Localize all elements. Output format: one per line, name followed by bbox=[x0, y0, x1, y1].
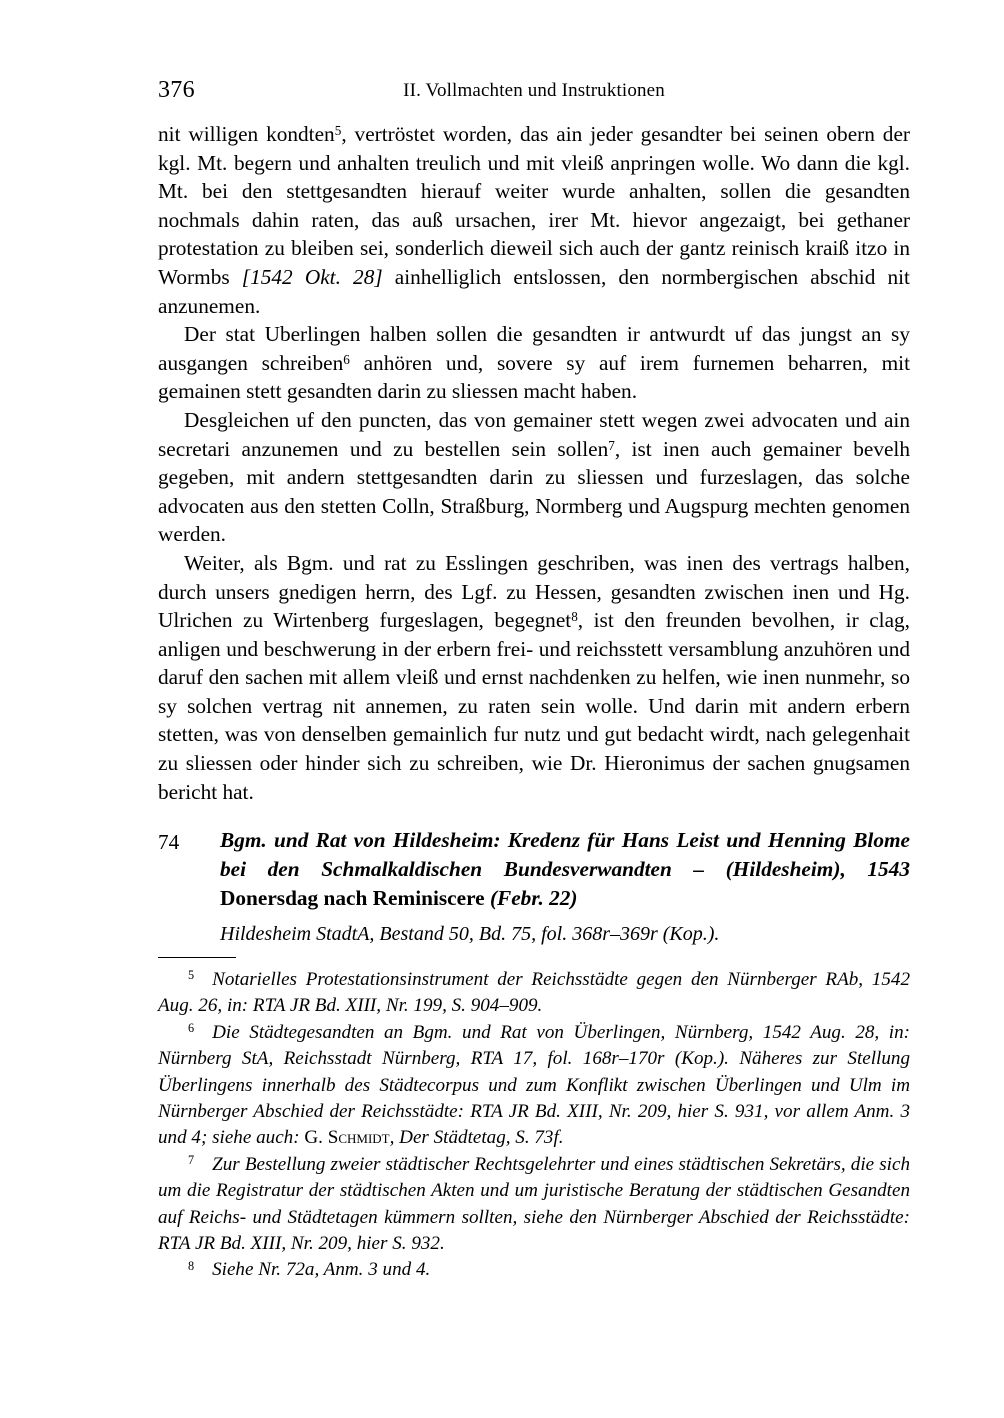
footnote-separator-rule bbox=[158, 957, 236, 958]
small-caps-name: Schmidt bbox=[327, 1127, 390, 1149]
italic-run: Siehe Nr. 72a, Anm. 3 und 4. bbox=[212, 1259, 431, 1281]
footnote-reference-marker[interactable]: 5 bbox=[334, 122, 342, 138]
text-run: Der stat Uberlingen halben sollen die gesandten ir antwurdt uf das jungst an sy ausgangen schreiben bbox=[158, 322, 910, 375]
italic-run: Zur Bestellung zweier städtischer Rechtsgelehrter und eines städtischen Sekretärs, die sich um die Registratur der städtischen Akten und um juristische Beratung der städtischen Gesandten auf Reichs- und Städtetagen kümmern sollten, siehe den Nürnberger Abschied der Reichsstädte: RTA JR Bd. XIII, Nr. 209, hier S. 932. bbox=[158, 1153, 910, 1255]
text-run: ainhelliglich entslossen, den normbergischen abschid nit anzunemen. bbox=[158, 264, 910, 318]
title-roman-run: Donersdag nach Reminiscere bbox=[220, 886, 490, 910]
section-heading bbox=[158, 826, 910, 913]
italic-run: Die Städtegesandten an Bgm. und Rat von Überlingen, Nürnberg, 1542 Aug. 28, in: Nürnberg StA, Reichsstadt Nürnberg, RTA 17, fol. 168r–170r (Kop.). Näheres zur Stellung Überlingens innerhalb des Städtecorpus und zum Konflikt zwischen Überlingen und Ulm im Nürnberger Abschied der Reichsstädte: RTA JR Bd. XIII, Nr. 209, hier S. 931, vor allem Anm. 3 und 4; siehe auch: bbox=[158, 1021, 910, 1149]
upright-run: G. bbox=[304, 1127, 328, 1149]
footnote-number[interactable]: 8 bbox=[188, 1258, 195, 1273]
archive-reference: Hildesheim StadtA, Bestand 50, Bd. 75, fol. 368r–369r (Kop.). bbox=[220, 923, 720, 945]
footnote-reference-marker[interactable]: 8 bbox=[571, 609, 578, 625]
footnote bbox=[158, 1152, 910, 1258]
italic-run: Notarielles Protestationsinstrument der Reichsstädte gegen den Nürnberger RAb, 1542 Aug. 26, in: RTA JR Bd. XIII, Nr. 199, S. 904–909. bbox=[158, 969, 910, 1017]
body-paragraph bbox=[158, 120, 910, 320]
body-paragraph bbox=[158, 406, 910, 549]
footnote-number[interactable]: 5 bbox=[188, 968, 195, 983]
section-number: 74 bbox=[158, 830, 180, 854]
footnote bbox=[158, 1020, 910, 1152]
running-head-title: II. Vollmachten und Instruktionen bbox=[403, 80, 665, 101]
body-text-block bbox=[158, 120, 910, 806]
text-run: nit willigen kondten bbox=[158, 122, 335, 146]
footnote bbox=[158, 967, 910, 1020]
body-paragraph bbox=[158, 549, 910, 806]
title-italic-run: Bgm. und Rat von Hildesheim: Kredenz für Hans Leist und Henning Blome bei den Schmalkaldischen Bundesverwandten – (Hildesheim), 1543 bbox=[220, 828, 910, 881]
footnote-number[interactable]: 6 bbox=[188, 1020, 195, 1035]
body-paragraph bbox=[158, 320, 910, 406]
text-run: Weiter, als Bgm. und rat zu Esslingen geschriben, was inen des vertrags halben, durch unsers gnedigen herrn, des Lgf. zu Hessen, gesandten zwischen inen und Hg. Ulrichen zu Wirtenberg furgeslagen, begegnet bbox=[158, 550, 910, 633]
text-run: , vertröstet worden, das ain jeder gesandter bei seinen obern der kgl. Mt. begern und anhalten treulich und mit vleiß anpringen wolle. Wo dann die kgl. Mt. bei den stettgesandten hierauf weiter wurde anhalten, sollen die gesandten nochmals dahin raten, das auß ursachen, irer Mt. hievor angezaigt, bei gethaner protestation zu bleiben sei, sonderlich dieweil sich auch der gantz reinisch kraiß itzo in Wormbs bbox=[158, 122, 910, 289]
running-head bbox=[158, 76, 910, 104]
title-italic-run: (Febr. 22) bbox=[489, 886, 578, 910]
footnote-reference-marker[interactable]: 6 bbox=[343, 351, 350, 367]
text-run: Desgleichen uf den puncten, das von gemainer stett wegen zwei advocaten und ain secretari anzunemen und zu bestellen sein sollen bbox=[158, 407, 910, 461]
section-title bbox=[220, 826, 910, 913]
page-number: 376 bbox=[158, 77, 195, 103]
italic-run: , Der Städtetag, S. 73f. bbox=[389, 1127, 564, 1149]
footnote-reference-marker[interactable]: 7 bbox=[608, 437, 615, 453]
text-run: , ist inen auch gemainer bevelh gegeben, mit andern stettgesandten darin zu sliessen und furzeslagen, das solche advocaten aus den stetten Colln, Straßburg, Normberg und Augspurg mechten genomen werden. bbox=[158, 436, 910, 547]
footnote bbox=[158, 1257, 910, 1283]
footnotes-block bbox=[158, 967, 910, 1284]
italic-run: [1542 Okt. 28] bbox=[241, 264, 383, 289]
text-run: , ist den freunden bevolhen, ir clag, anligen und beschwerung in der erbern frei- und reichsstett versamblung anzuhören und daruf den sachen mit allem vleiß und ernst nachdenken zu helfen, wie inen nunmehr, so sy solchen vertrag nit annemen, zu raten sein wolle. Und darin mit andern erbern stetten, was von denselben gemainlich fur nutz und gut bedacht wirdt, nach gelegenhait zu sliessen oder hinder sich zu schreiben, wie Dr. Hieronimus der sachen gnugsamen bericht hat. bbox=[158, 608, 910, 804]
footnote-number[interactable]: 7 bbox=[188, 1152, 195, 1167]
text-run: anhören und, sovere sy auf irem furnemen beharren, mit gemainen stett gesandten darin zu sliessen macht haben. bbox=[158, 350, 911, 404]
